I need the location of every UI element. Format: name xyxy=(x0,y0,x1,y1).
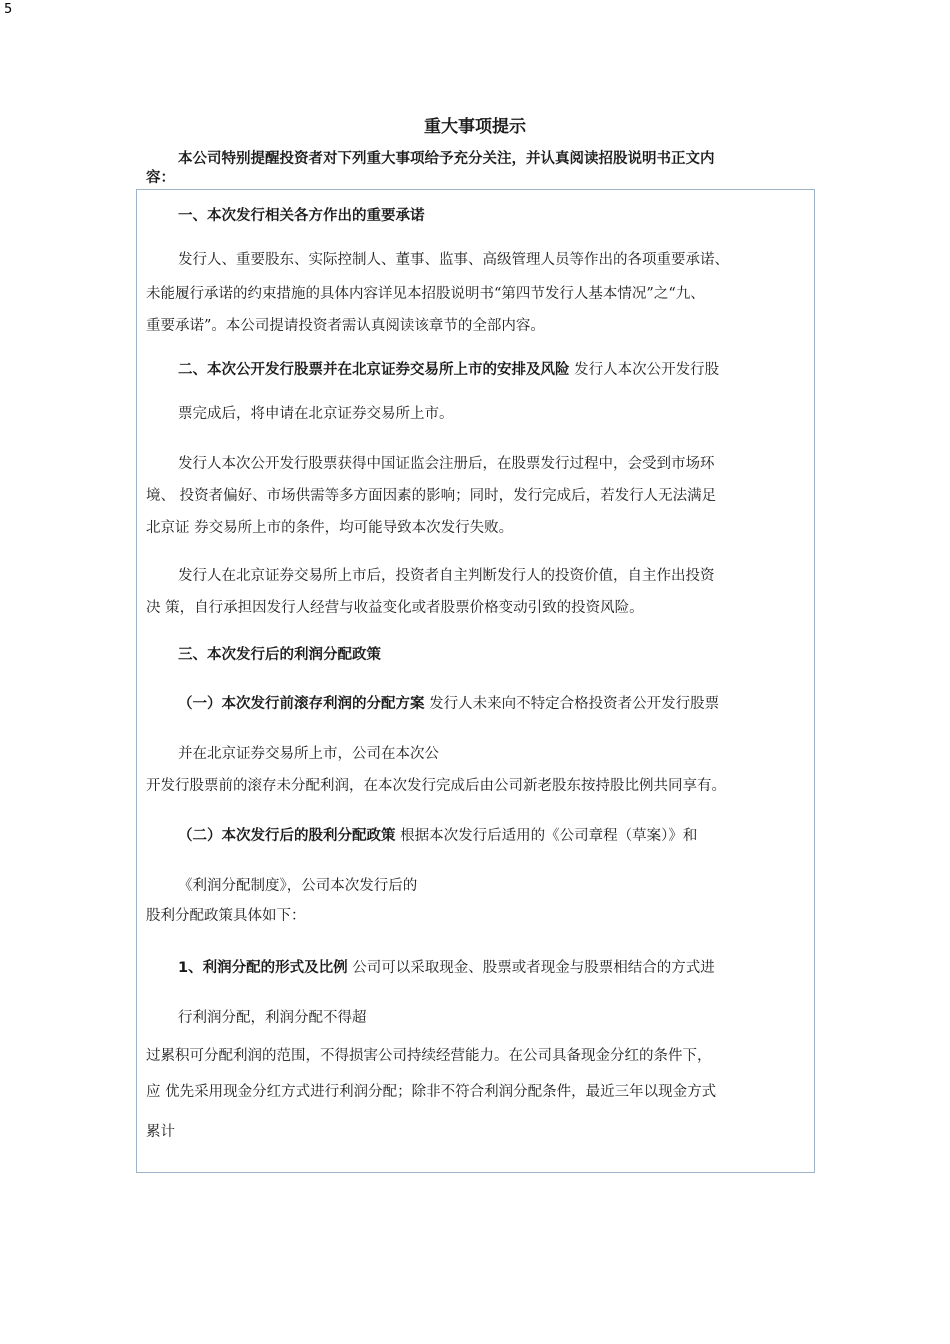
s3-2-1-line-5: 累计 xyxy=(146,1124,175,1140)
section-2-heading-line xyxy=(178,360,719,380)
section-1-heading: 一、本次发行相关各方作出的重要承诺 xyxy=(178,208,425,224)
s1-para-line-1: 发行人、重要股东、实际控制人、董事、监事、高级管理人员等作出的各项重要承诺、 xyxy=(178,252,729,268)
s3-2-1-line-4: 应 优先采用现金分红方式进行利润分配；除非不符合利润分配条件，最近三年以现金方式 xyxy=(146,1084,717,1100)
s3-2-1-heading-tail: 公司可以采取现金、股票或者现金与股票相结合的方式进 xyxy=(352,960,715,976)
s2-para-2-line-2: 境、 投资者偏好、市场供需等多方面因素的影响；同时，发行完成后，若发行人无法满足 xyxy=(146,488,717,504)
s3-2-1-line-3: 过累积可分配利润的范围，不得损害公司持续经营能力。在公司具备现金分红的条件下， xyxy=(146,1048,712,1064)
page-number: 5 xyxy=(4,2,13,17)
page-title: 重大事项提示 xyxy=(424,117,526,137)
s3-2-line-2: 《利润分配制度》，公司本次发行后的 xyxy=(178,878,418,894)
s3-1-heading-tail: 发行人未来向不特定合格投资者公开发行股票 xyxy=(429,696,720,712)
s3-1-line-2: 并在北京证券交易所上市，公司在本次公 xyxy=(178,746,439,762)
intro-line-1: 本公司特别提醒投资者对下列重大事项给予充分关注，并认真阅读招股说明书正文内 xyxy=(178,151,715,167)
s2-para-2-line-3: 北京证 券交易所上市的条件，均可能导致本次发行失败。 xyxy=(146,520,514,536)
s3-2-1-heading: 1、利润分配的形式及比例 xyxy=(178,960,348,976)
s3-1-heading: （一）本次发行前滚存利润的分配方案 xyxy=(178,696,425,712)
s1-para-line-3: 重要承诺”。本公司提请投资者需认真阅读该章节的全部内容。 xyxy=(146,318,545,334)
s2-para-3-line-2: 决 策，自行承担因发行人经营与收益变化或者股票价格变动引致的投资风险。 xyxy=(146,600,644,616)
s3-2-1-line-2: 行利润分配，利润分配不得超 xyxy=(178,1010,367,1026)
s3-1-line-3: 开发行股票前的滚存未分配利润，在本次发行完成后由公司新老股东按持股比例共同享有。 xyxy=(146,778,726,794)
s3-2-line-3: 股利分配政策具体如下： xyxy=(146,908,306,924)
intro-line-2: 容： xyxy=(146,170,175,186)
s2-para-3-line-1: 发行人在北京证券交易所上市后，投资者自主判断发行人的投资价值，自主作出投资 xyxy=(178,568,715,584)
s1-para-line-2: 未能履行承诺的约束措施的具体内容详见本招股说明书“第四节发行人基本情况”之“九、 xyxy=(146,286,705,302)
s3-2-1-heading-line xyxy=(178,958,715,978)
section-3-heading: 三、本次发行后的利润分配政策 xyxy=(178,647,381,663)
s3-2-heading-tail: 根据本次发行后适用的《公司章程（草案）》和 xyxy=(400,828,698,844)
intro-paragraph xyxy=(146,150,816,188)
s3-2-heading: （二）本次发行后的股利分配政策 xyxy=(178,828,396,844)
s3-1-heading-line xyxy=(178,694,719,714)
s3-2-heading-line xyxy=(178,826,697,846)
section-2-heading-tail: 发行人本次公开发行股 xyxy=(574,362,720,378)
s2-para-2-line-1: 发行人本次公开发行股票获得中国证监会注册后，在股票发行过程中，会受到市场环 xyxy=(178,456,715,472)
section-2-heading: 二、本次公开发行股票并在北京证券交易所上市的安排及风险 xyxy=(178,362,570,378)
s2-para-1-line-2: 票完成后，将申请在北京证券交易所上市。 xyxy=(178,406,454,422)
